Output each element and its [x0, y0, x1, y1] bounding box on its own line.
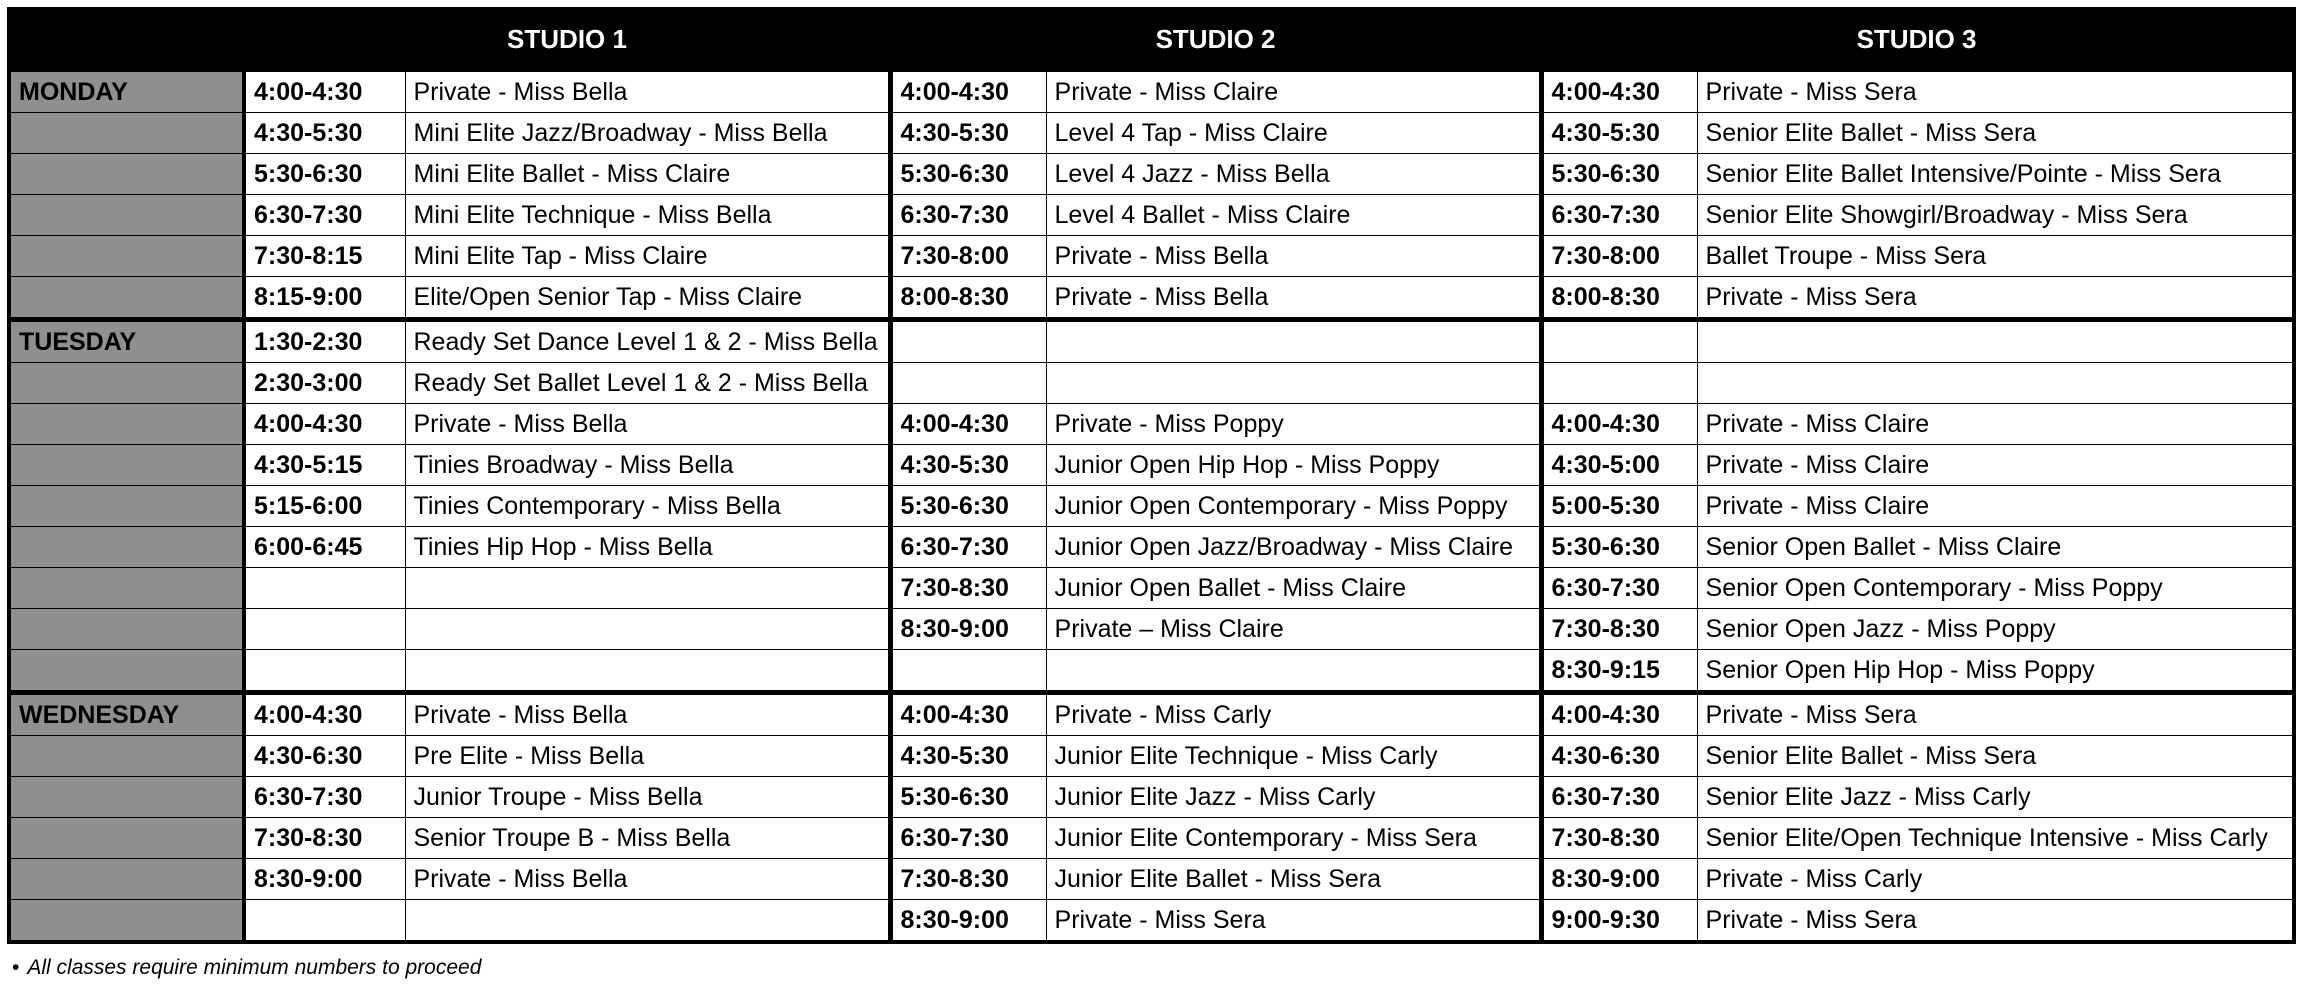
day-column-cell: [9, 859, 244, 900]
day-column-cell: [9, 236, 244, 277]
day-column-cell: [9, 363, 244, 404]
schedule-row: [9, 609, 2294, 650]
studio-1-class-cell: Senior Troupe B - Miss Bella: [405, 818, 890, 859]
studio-1-time-cell: 6:30-7:30: [244, 777, 405, 818]
schedule-row: [9, 568, 2294, 609]
studio-2-time-cell: [890, 650, 1046, 693]
day-column-cell: [9, 568, 244, 609]
studio-1-time-cell: 4:00-4:30: [244, 404, 405, 445]
day-column-cell: [9, 277, 244, 320]
schedule-row: [9, 818, 2294, 859]
day-column-cell: [9, 113, 244, 154]
studio-3-class-cell: Senior Elite Ballet Intensive/Pointe - Miss Sera: [1697, 154, 2294, 195]
schedule-row: [9, 404, 2294, 445]
studio-1-time-cell: 8:15-9:00: [244, 277, 405, 320]
studio-3-class-cell: Senior Elite Showgirl/Broadway - Miss Sera: [1697, 195, 2294, 236]
studio-1-time-cell: 7:30-8:15: [244, 236, 405, 277]
studio-1-class-cell: Tinies Hip Hop - Miss Bella: [405, 527, 890, 568]
studio-3-class-cell: Private - Miss Sera: [1697, 277, 2294, 320]
studio-3-time-cell: 7:30-8:30: [1541, 818, 1697, 859]
studio-2-time-cell: 8:30-9:00: [890, 900, 1046, 943]
studio-2-class-cell: [1046, 363, 1541, 404]
schedule-row: [9, 195, 2294, 236]
schedule-row: [9, 236, 2294, 277]
studio-2-time-cell: [890, 320, 1046, 363]
day-column-cell: [9, 154, 244, 195]
studio-2-time-cell: 5:30-6:30: [890, 777, 1046, 818]
studio-1-time-cell: [244, 609, 405, 650]
studio-1-class-cell: Pre Elite - Miss Bella: [405, 736, 890, 777]
studio-2-class-cell: Junior Open Jazz/Broadway - Miss Claire: [1046, 527, 1541, 568]
studio-3-class-cell: Private - Miss Claire: [1697, 486, 2294, 527]
studio-1-class-cell: Junior Troupe - Miss Bella: [405, 777, 890, 818]
studio-2-time-cell: 4:00-4:30: [890, 70, 1046, 113]
studio-2-time-cell: 4:00-4:30: [890, 404, 1046, 445]
studio-3-class-cell: Senior Elite/Open Technique Intensive - Miss Carly: [1697, 818, 2294, 859]
schedule-row: [9, 486, 2294, 527]
studio-2-header: STUDIO 2: [890, 9, 1541, 70]
studio-3-class-cell: Senior Elite Ballet - Miss Sera: [1697, 736, 2294, 777]
studio-2-time-cell: 6:30-7:30: [890, 195, 1046, 236]
schedule-row: [9, 527, 2294, 568]
studio-1-time-cell: 7:30-8:30: [244, 818, 405, 859]
studio-1-class-cell: Mini Elite Tap - Miss Claire: [405, 236, 890, 277]
studio-2-class-cell: [1046, 320, 1541, 363]
studio-2-class-cell: Junior Open Ballet - Miss Claire: [1046, 568, 1541, 609]
studio-3-time-cell: 6:30-7:30: [1541, 777, 1697, 818]
studio-2-time-cell: 5:30-6:30: [890, 486, 1046, 527]
day-column-cell: [9, 777, 244, 818]
studio-3-time-cell: [1541, 320, 1697, 363]
studio-2-class-cell: Junior Elite Ballet - Miss Sera: [1046, 859, 1541, 900]
studio-1-class-cell: Private - Miss Bella: [405, 70, 890, 113]
studio-2-class-cell: Private - Miss Carly: [1046, 693, 1541, 736]
studio-2-class-cell: [1046, 650, 1541, 693]
studio-2-class-cell: Junior Elite Contemporary - Miss Sera: [1046, 818, 1541, 859]
studio-2-time-cell: 4:30-5:30: [890, 445, 1046, 486]
studio-2-class-cell: Private - Miss Poppy: [1046, 404, 1541, 445]
studio-3-class-cell: Senior Open Jazz - Miss Poppy: [1697, 609, 2294, 650]
day-column-cell: [9, 445, 244, 486]
studio-2-time-cell: 8:30-9:00: [890, 609, 1046, 650]
studio-1-class-cell: Elite/Open Senior Tap - Miss Claire: [405, 277, 890, 320]
studio-2-class-cell: Level 4 Tap - Miss Claire: [1046, 113, 1541, 154]
studio-3-class-cell: [1697, 363, 2294, 404]
studio-1-time-cell: 6:00-6:45: [244, 527, 405, 568]
schedule-row: [9, 736, 2294, 777]
studio-3-time-cell: 8:30-9:00: [1541, 859, 1697, 900]
studio-3-time-cell: 9:00-9:30: [1541, 900, 1697, 943]
studio-1-header: STUDIO 1: [244, 9, 890, 70]
schedule-row: [9, 363, 2294, 404]
studio-2-class-cell: Junior Elite Technique - Miss Carly: [1046, 736, 1541, 777]
day-column-cell: [9, 736, 244, 777]
day-column-cell: [9, 486, 244, 527]
studio-3-class-cell: Private - Miss Claire: [1697, 445, 2294, 486]
studio-2-class-cell: Private - Miss Claire: [1046, 70, 1541, 113]
studio-1-time-cell: [244, 650, 405, 693]
day-column-cell: [9, 527, 244, 568]
studio-2-time-cell: [890, 363, 1046, 404]
schedule-row: [9, 113, 2294, 154]
studio-2-time-cell: 8:00-8:30: [890, 277, 1046, 320]
studio-3-time-cell: 7:30-8:30: [1541, 609, 1697, 650]
studio-3-time-cell: 8:30-9:15: [1541, 650, 1697, 693]
studio-1-time-cell: 6:30-7:30: [244, 195, 405, 236]
studio-3-time-cell: 4:00-4:30: [1541, 70, 1697, 113]
schedule-row: [9, 320, 2294, 363]
studio-1-class-cell: [405, 568, 890, 609]
timetable: [7, 7, 2296, 944]
studio-2-time-cell: 4:00-4:30: [890, 693, 1046, 736]
studio-1-time-cell: 4:00-4:30: [244, 70, 405, 113]
studio-3-class-cell: Senior Elite Ballet - Miss Sera: [1697, 113, 2294, 154]
studio-2-class-cell: Level 4 Jazz - Miss Bella: [1046, 154, 1541, 195]
bullet-icon: •: [12, 956, 20, 979]
studio-1-time-cell: 4:30-6:30: [244, 736, 405, 777]
studio-3-class-cell: Private - Miss Claire: [1697, 404, 2294, 445]
studio-1-time-cell: 4:30-5:30: [244, 113, 405, 154]
studio-1-class-cell: Private - Miss Bella: [405, 859, 890, 900]
studio-1-class-cell: Tinies Broadway - Miss Bella: [405, 445, 890, 486]
studio-1-time-cell: 5:15-6:00: [244, 486, 405, 527]
studio-2-class-cell: Private – Miss Claire: [1046, 609, 1541, 650]
studio-1-time-cell: 8:30-9:00: [244, 859, 405, 900]
studio-3-time-cell: 6:30-7:30: [1541, 195, 1697, 236]
footnote: [12, 956, 481, 980]
studio-1-class-cell: Ready Set Ballet Level 1 & 2 - Miss Bella: [405, 363, 890, 404]
day-label: WEDNESDAY: [9, 693, 244, 736]
schedule-row: [9, 650, 2294, 693]
studio-3-class-cell: Senior Open Ballet - Miss Claire: [1697, 527, 2294, 568]
studio-1-class-cell: Mini Elite Ballet - Miss Claire: [405, 154, 890, 195]
studio-2-time-cell: 7:30-8:30: [890, 859, 1046, 900]
day-column-cell: [9, 818, 244, 859]
studio-header-row: [9, 9, 2294, 70]
studio-3-time-cell: 8:00-8:30: [1541, 277, 1697, 320]
corner-cell: [9, 9, 244, 70]
studio-3-time-cell: 4:30-5:00: [1541, 445, 1697, 486]
studio-3-time-cell: 4:30-6:30: [1541, 736, 1697, 777]
schedule-row: [9, 777, 2294, 818]
studio-2-class-cell: Level 4 Ballet - Miss Claire: [1046, 195, 1541, 236]
studio-3-class-cell: Senior Open Contemporary - Miss Poppy: [1697, 568, 2294, 609]
studio-1-time-cell: [244, 900, 405, 943]
studio-3-time-cell: 4:30-5:30: [1541, 113, 1697, 154]
studio-3-class-cell: Private - Miss Sera: [1697, 693, 2294, 736]
studio-3-time-cell: 4:00-4:30: [1541, 404, 1697, 445]
studio-3-time-cell: 4:00-4:30: [1541, 693, 1697, 736]
studio-3-class-cell: Senior Elite Jazz - Miss Carly: [1697, 777, 2294, 818]
studio-1-class-cell: [405, 900, 890, 943]
studio-1-class-cell: [405, 650, 890, 693]
studio-2-class-cell: Junior Elite Jazz - Miss Carly: [1046, 777, 1541, 818]
studio-2-time-cell: 6:30-7:30: [890, 527, 1046, 568]
studio-1-time-cell: 4:30-5:15: [244, 445, 405, 486]
schedule-row: [9, 900, 2294, 943]
schedule-row: [9, 154, 2294, 195]
studio-1-class-cell: Private - Miss Bella: [405, 693, 890, 736]
studio-1-time-cell: 4:00-4:30: [244, 693, 405, 736]
studio-1-time-cell: 2:30-3:00: [244, 363, 405, 404]
studio-2-time-cell: 4:30-5:30: [890, 113, 1046, 154]
studio-2-class-cell: Private - Miss Bella: [1046, 236, 1541, 277]
day-column-cell: [9, 195, 244, 236]
day-column-cell: [9, 650, 244, 693]
studio-1-class-cell: Private - Miss Bella: [405, 404, 890, 445]
studio-1-class-cell: Mini Elite Jazz/Broadway - Miss Bella: [405, 113, 890, 154]
schedule-row: [9, 693, 2294, 736]
studio-3-time-cell: 7:30-8:00: [1541, 236, 1697, 277]
day-label: TUESDAY: [9, 320, 244, 363]
studio-2-class-cell: Junior Open Hip Hop - Miss Poppy: [1046, 445, 1541, 486]
studio-3-header: STUDIO 3: [1541, 9, 2294, 70]
day-label: MONDAY: [9, 70, 244, 113]
studio-3-time-cell: 5:30-6:30: [1541, 527, 1697, 568]
schedule-row: [9, 445, 2294, 486]
studio-1-time-cell: 5:30-6:30: [244, 154, 405, 195]
studio-3-time-cell: 5:30-6:30: [1541, 154, 1697, 195]
studio-3-time-cell: [1541, 363, 1697, 404]
studio-2-time-cell: 7:30-8:30: [890, 568, 1046, 609]
studio-2-time-cell: 4:30-5:30: [890, 736, 1046, 777]
footnote-text: All classes require minimum numbers to proceed: [27, 956, 482, 979]
studio-2-time-cell: 5:30-6:30: [890, 154, 1046, 195]
studio-2-time-cell: 6:30-7:30: [890, 818, 1046, 859]
studio-1-class-cell: Ready Set Dance Level 1 & 2 - Miss Bella: [405, 320, 890, 363]
studio-3-class-cell: Private - Miss Carly: [1697, 859, 2294, 900]
studio-3-time-cell: 6:30-7:30: [1541, 568, 1697, 609]
studio-1-time-cell: 1:30-2:30: [244, 320, 405, 363]
studio-1-class-cell: Tinies Contemporary - Miss Bella: [405, 486, 890, 527]
schedule-row: [9, 70, 2294, 113]
studio-1-class-cell: Mini Elite Technique - Miss Bella: [405, 195, 890, 236]
schedule-row: [9, 277, 2294, 320]
studio-3-class-cell: Private - Miss Sera: [1697, 70, 2294, 113]
studio-3-class-cell: [1697, 320, 2294, 363]
day-column-cell: [9, 900, 244, 943]
schedule-row: [9, 859, 2294, 900]
schedule-body: [9, 70, 2294, 943]
studio-2-class-cell: Junior Open Contemporary - Miss Poppy: [1046, 486, 1541, 527]
studio-3-class-cell: Private - Miss Sera: [1697, 900, 2294, 943]
studio-2-class-cell: Private - Miss Bella: [1046, 277, 1541, 320]
studio-2-time-cell: 7:30-8:00: [890, 236, 1046, 277]
studio-1-class-cell: [405, 609, 890, 650]
studio-2-class-cell: Private - Miss Sera: [1046, 900, 1541, 943]
studio-3-class-cell: Ballet Troupe - Miss Sera: [1697, 236, 2294, 277]
day-column-cell: [9, 609, 244, 650]
studio-3-time-cell: 5:00-5:30: [1541, 486, 1697, 527]
day-column-cell: [9, 404, 244, 445]
studio-3-class-cell: Senior Open Hip Hop - Miss Poppy: [1697, 650, 2294, 693]
studio-1-time-cell: [244, 568, 405, 609]
